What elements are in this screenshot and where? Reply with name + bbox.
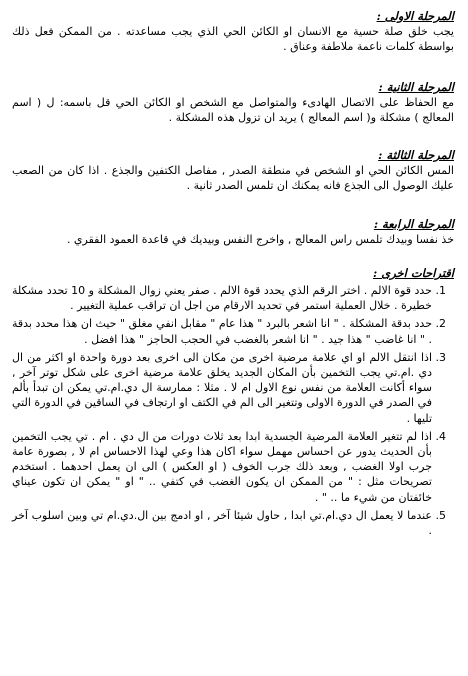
stage-2-text: مع الحفاظ على الاتصال الهادىء والمتواصل مع الشخص او الكائن الحي قل باسمه: ل ( اسم المعالج ) مشكلة و( اسم المعالج ) يريد ان تزول هذه المشكلة . — [12, 96, 454, 124]
suggestions-heading: اقتراحات اخرى : — [372, 266, 454, 280]
suggestion-item: 2. حدد بدقة المشكلة . " انا اشعر بالبرد " هذا عام " مقابل انفي مغلق " حيث ان هذا محدد بدقة . " انا غاضب " هذا جيد . " انا اشعر بالغضب في الحجب الحاجز " هذا افضل . — [12, 316, 432, 346]
stage-1-heading: المرحلة الاولى : — [376, 9, 454, 23]
suggestion-item: 4. اذا لم تتغير العلامة المرضية الجسدية ابدا بعد ثلاث دورات من ال دي . ام . تي يجب التخمين بأن الحديث يدور عن احساس مهمل سواء اكان هذا وعي لهذا الاحساس ام لا , بصورة عامة جرب اولا الغضب , وبعد ذلك جرب الخوف ( او العكس ) الى ان يعمل احدهما . استخدم تصريحات مثل : " من الممكن ان يكون الغضب في كتفي .. " او " يمكن ان تكون عيناي خائفتان من شيء ما .. " . — [12, 429, 432, 505]
suggestion-item: 5. عندما لا يعمل ال دي.ام.تي ابدا , حاول شيئا آخر , او ادمج بين ال.دي.ام تي وبين اسلوب آخر . — [12, 508, 432, 538]
stage-3-heading: المرحلة الثالثة : — [378, 148, 454, 162]
stage-4-text: خذ نفسا وبيدك تلمس راس المعالج , واخرج النفس وبيديك في قاعدة العمود الفقري . — [66, 233, 454, 246]
stage-2-heading: المرحلة الثانية : — [378, 80, 454, 94]
stage-2-section — [12, 80, 454, 125]
stage-4-heading: المرحلة الرابعة : — [373, 217, 454, 231]
stage-1-section — [12, 9, 454, 54]
stage-3-section — [12, 148, 454, 193]
stage-1-text: يجب خلق صلة حسية مع الانسان او الكائن الحي الذي يجب مساعدته . من الممكن فعل ذلك بواسطة كلمات ناعمة ملاطفة وعناق . — [12, 25, 454, 53]
suggestions-list — [12, 283, 454, 538]
suggestions-section — [12, 266, 454, 541]
stage-4-section — [12, 217, 454, 247]
suggestion-item: 3. اذا انتقل الالم او اي علامة مرضية اخرى من مكان الى اخرى بعد دورة واحدة او اكثر من ال دي .ام.تي يجب التخمين بأن المكان الجديد يخلق علامة مرضية اخرى على شكل توتر آخر , سواء أكانت العلامة من نفس نوع الاول ام لا . مثلا : ممارسة ال دي.ام.تي يمكن ان تبدأ بألم في الصدر في الدورة الاولى وتتغير الى الم في الكتف او ارتجاف في الساقين في الدورة التي تليها . — [12, 350, 432, 426]
stage-3-text: المس الكائن الحي او الشخص في منطقة الصدر , مفاصل الكتفين والجذع . اذا كان من الصعب عليك الوصول الى الجذع فانه يمكنك ان تلمس الصدر ثانية . — [12, 164, 454, 192]
suggestion-item: 1. حدد قوة الالم . اختر الرقم الذي يحدد قوة الالم . صفر يعني زوال المشكلة و 10 تحدد مشكلة خطيرة . خلال العملية استمر في تحديد الارقام من اجل ان تراقب عملية التغيير . — [12, 283, 432, 313]
